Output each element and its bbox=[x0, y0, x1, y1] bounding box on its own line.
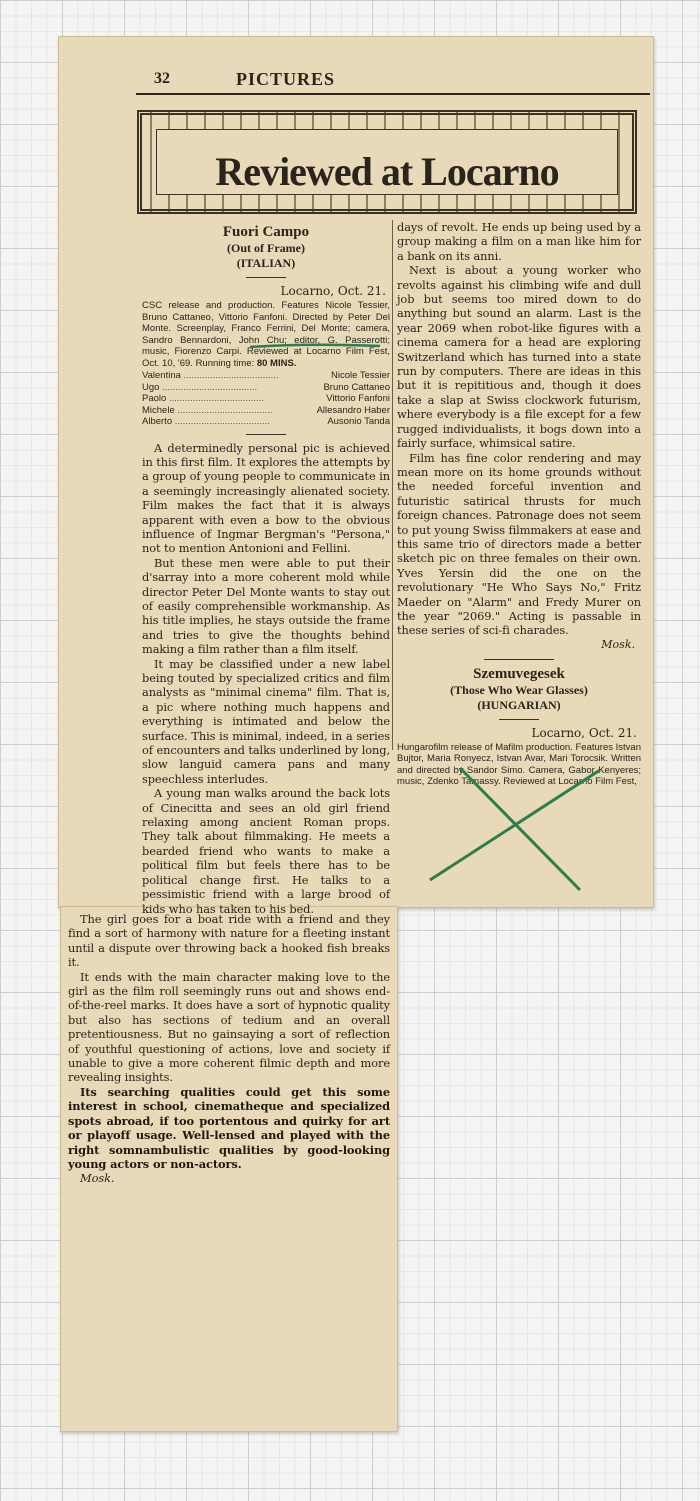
paragraph: It ends with the main character making love to the girl as the film roll seemingly runs out and shows end-of-the-reel marks. It does have a sort of hypnotic quality but also has sections of tedium and an overall pretentiousness. But no gainsaying a sort of reflection of youthful questioning of actions, love and society if unable to give a more coherent filmic depth and more revealing insights. bbox=[68, 969, 390, 1085]
credits bbox=[142, 300, 390, 369]
paragraph: It may be classified under a new label being touted by specialized critics and film analysts as "minimal cinema" film. That is, a pic where nothing much happens and everything is intimated and below the surface. This is minimal, indeed, in a series of encounters and talks underlined by long, slow languid camera pans and many speechless interludes. bbox=[142, 656, 390, 786]
divider bbox=[499, 719, 539, 720]
cast-actor: Bruno Cattaneo bbox=[323, 381, 390, 393]
paragraph: But these men were able to put their d'sarray into a more coherent mold while director Peter Del Monte wants to stay out of easily comprehensible workmanship. As his title implies, he stays outside the frame and tries to give the thoughts behind making a film rather than a film itself. bbox=[142, 555, 390, 657]
cast-row bbox=[142, 416, 390, 428]
signature: Mosk. bbox=[80, 1171, 115, 1186]
paragraph: days of revolt. He ends up being used by a group making a film on a man like him for a bank on its anni. bbox=[397, 220, 641, 263]
paragraph: The girl goes for a boat ride with a friend and they find a sort of harmony with nature for a fleeting instant until a dispute over throwing back a hooked fish breaks it. bbox=[68, 912, 390, 970]
banner-title: Reviewed at Locarno bbox=[215, 149, 559, 194]
dateline: Locarno, Oct. 21. bbox=[280, 284, 386, 298]
banner-panel bbox=[156, 129, 618, 195]
review-translation: (Those Who Wear Glasses) bbox=[450, 682, 588, 697]
right-column bbox=[397, 220, 641, 788]
section-title: PICTURES bbox=[236, 69, 336, 89]
cast-actor: Allesandro Haber bbox=[316, 404, 390, 416]
dateline: Locarno, Oct. 21. bbox=[531, 725, 637, 740]
review-title: Szemuvegesek bbox=[473, 665, 565, 682]
credits-text: CSC release and production. Features Nicole Tessier, Bruno Cattaneo, Vittorio Fanfoni. Directed by Peter Del Monte. Screenplay, Franco Ferrini, Del Monte; camera, Sandro Bennardoni, John Chu; editor, G. Passerotti; music, Fiorenzo Carpi. Reviewed at Locarno Film Fest, Oct. 10, '69. Running time: bbox=[142, 300, 390, 369]
header-rule bbox=[136, 93, 650, 95]
review-body-lower bbox=[68, 912, 390, 1186]
divider bbox=[484, 659, 554, 660]
signature: Mosk. bbox=[601, 637, 635, 651]
cast-role: Michele ..... bbox=[142, 405, 296, 417]
cast-actor: Nicole Tessier bbox=[331, 370, 390, 381]
credits: Hungarofilm release of Mafilm production. Features Istvan Bujtor, Maria Ronyecz, Istvan Avar, Mari Torocsik. Written and directed by Sandor Simo. Camera, Gabor Kenyeres; music, Zdenko Tamassy. Reviewed at Locarno Film Fest, bbox=[397, 741, 641, 788]
divider bbox=[246, 434, 286, 435]
left-column bbox=[142, 220, 390, 916]
page-number: 32 bbox=[154, 70, 170, 87]
cast-row bbox=[142, 382, 390, 394]
paragraph: Next is about a young worker who revolts against his climbing wife and dull job but seems too mired down to do anything but sound an alarm. Last is the year 2069 when robot-like figures with a cinema camera for a head are exploring Switzerland which has turned into a state run by computers. There are ideas in this but it is repititious and, though it does take a slap at Swiss clockwork futurism, where everybody is a file except for a few rugged individualists, it bogs down into a fairly surface, whimsical satire. bbox=[397, 263, 641, 451]
cast-actor: Ausonio Tanda bbox=[327, 416, 390, 427]
review-language: (ITALIAN) bbox=[236, 256, 296, 270]
cast-actor: Vittorio Fanfoni bbox=[326, 393, 390, 404]
review-body bbox=[142, 441, 390, 916]
page-header bbox=[154, 68, 654, 94]
cast-list bbox=[142, 370, 390, 428]
review-title: Fuori Campo bbox=[222, 224, 310, 240]
ornamental-banner bbox=[137, 110, 637, 214]
review-body-continued bbox=[397, 220, 641, 638]
cast-role: Alberto ..... bbox=[142, 416, 296, 428]
review-translation: (Out of Frame) bbox=[227, 241, 305, 255]
cast-role: Valentina ..... bbox=[142, 370, 296, 382]
paragraph: Its searching qualities could get this some interest in school, cinematheque and specialized spots abroad, if too portentous and quirky for art or playoff usage. Well-lensed and played with the right somnambulistic qualities by good-looking young actors or non-actors. bbox=[68, 1084, 390, 1171]
column-divider bbox=[392, 220, 393, 750]
cast-row bbox=[142, 393, 390, 405]
review-language: (HUNGARIAN) bbox=[477, 697, 561, 712]
cast-row bbox=[142, 405, 390, 417]
cast-role: Ugo ..... bbox=[142, 382, 296, 394]
paragraph: A determinedly personal pic is achieved in this first film. It explores the attempts by a group of young people to communicate in a seemingly increasingly alienated society. Film makes the fact that it is always apparent with even a bow to the obvious influence of Ingmar Bergman's "Persona," not to mention Antonioni and Fellini. bbox=[142, 440, 390, 556]
cast-row bbox=[142, 370, 390, 382]
divider bbox=[246, 277, 286, 278]
paragraph: A young man walks around the back lots of Cinecitta and sees an old girl friend relaxing among ancient Roman props. They talk about filmmaking. He meets a bearded friend who wants to make a political film but feels there has to be political change first. He talks to a pessimistic friend with a large brood of kids who has taken to his bed. bbox=[142, 786, 390, 916]
running-time: 80 MINS. bbox=[256, 357, 297, 369]
cast-role: Paolo ..... bbox=[142, 393, 296, 405]
paragraph: Film has fine color rendering and may mean more on its home grounds without the needed forceful invention and futuristic satirical thrusts for much foreign chances. Patronage does not seem to put young Swiss filmmakers at ease and this same trio of directors made a better sketch pic on three females on their own. Yves Yersin did the one on the revolutionary "He Who Says No," Fritz Maeder on "Alarm" and Fredy Murer on the year "2069." Acting is passable in these series of sci-fi charades. bbox=[397, 450, 641, 638]
